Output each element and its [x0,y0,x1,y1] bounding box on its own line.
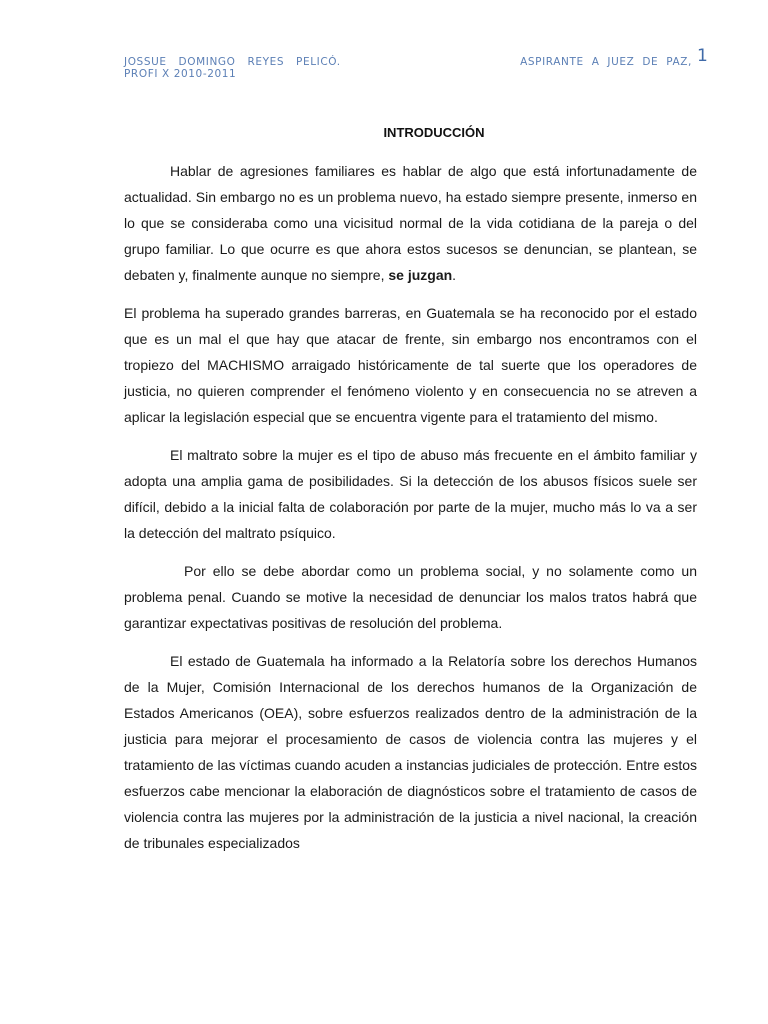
paragraph-1 [124,158,697,288]
paragraph-1-end: . [452,267,457,283]
header-program: PROFI X 2010-2011 [124,68,237,80]
body-text [124,158,697,868]
paragraph-1-bold: se juzgan [388,267,453,283]
page-number: 1 [697,46,708,66]
paragraph-4: Por ello se debe abordar como un problema social, y no solamente como un problema penal. Cuando se motive la necesidad de denunciar los malos tratos habrá que garantizar expectativas positivas de resolución del problema. [124,563,697,631]
paragraph-5: El estado de Guatemala ha informado a la Relatoría sobre los derechos Humanos de la Mujer, Comisión Internacional de los derechos humanos de la Organización de Estados Americanos (OEA), sobre esfuerzos realizados dentro de la administración de la justicia para mejorar el procesamiento de casos de violencia contra las mujeres y el tratamiento de las víctimas cuando acuden a instancias judiciales de protección. Entre estos esfuerzos cabe mencionar la elaboración de diagnósticos sobre el tratamiento de casos de violencia contra las mujeres por la administración de la justicia a nivel nacional, la creación de tribunales especializados [124,653,697,851]
page-title: INTRODUCCIÓN [383,125,485,140]
paragraph-3: El maltrato sobre la mujer es el tipo de abuso más frecuente en el ámbito familiar y adopta una amplia gama de posibilidades. Si la detección de los abusos físicos suele ser difícil, debido a la inicial falta de colaboración por parte de la mujer, mucho más lo va a ser la detección del maltrato psíquico. [124,447,697,541]
header-author [124,56,424,80]
header-author-name: JOSSUE DOMINGO REYES PELICÓ. [124,56,341,68]
paragraph-1-text: Hablar de agresiones familiares es hablar de algo que está infortunadamente de actualidad. Sin embargo no es un problema nuevo, ha estado siempre presente, inmerso en lo que se consideraba como una vicisitud normal de la vida cotidiana de la pareja o del grupo familiar. Lo que ocurre es que ahora estos sucesos se denuncian, se plantean, se debaten y, finalmente aunque no siempre, [124,163,697,283]
paragraph-2: El problema ha superado grandes barreras, en Guatemala se ha reconocido por el estado que es un mal el que hay que atacar de frente, sin embargo nos encontramos con el tropiezo del MACHISMO arraigado históricamente de tal suerte que los operadores de justicia, no quieren comprender el fenómeno violento y en consecuencia no se atreven a aplicar la legislación especial que se encuentra vigente para el tratamiento del mismo. [124,305,697,425]
header-role: ASPIRANTE A JUEZ DE PAZ, [520,56,692,68]
